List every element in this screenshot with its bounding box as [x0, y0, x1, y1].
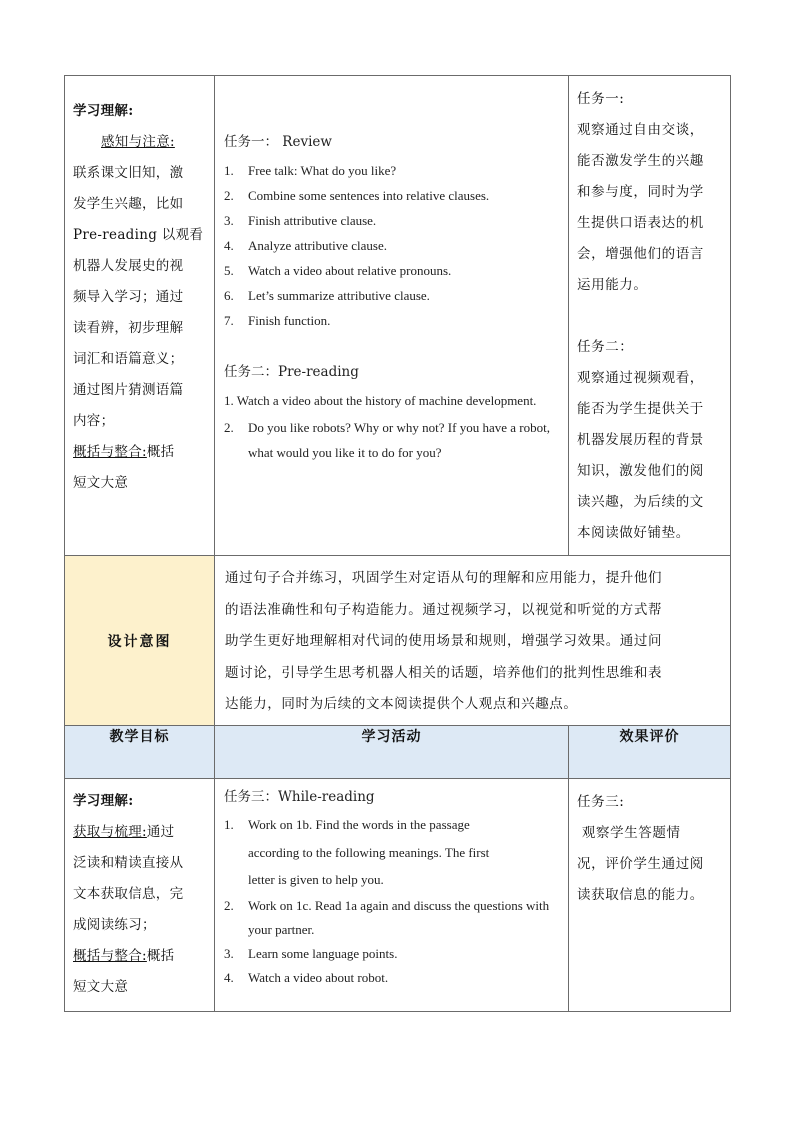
activity-cell — [215, 76, 569, 556]
list-item: 7. Finish function. — [224, 313, 331, 328]
list-item: 3. Finish attributive clause. — [224, 213, 377, 228]
perceive-label: 感知与注意: — [101, 134, 175, 150]
summarize-tail: 概括 — [146, 948, 175, 964]
eval-line: 本阅读做好铺垫。 — [577, 525, 690, 541]
summarize-label: 概括与整合: — [73, 948, 147, 964]
obtain-line: 泛读和精读直接从 — [73, 855, 184, 871]
perceive-line: 内容； — [73, 413, 115, 429]
task3-title: 任务三：While-reading — [224, 789, 375, 805]
evaluation-cell — [569, 76, 731, 556]
summarize-line: 短文大意 — [73, 979, 129, 995]
evaluation-cell — [569, 779, 731, 1012]
design-intent-row — [65, 556, 731, 726]
list-item: 6. Let’s summarize attributive clause. — [224, 288, 430, 303]
perceive-line: 频导入学习；通过 — [73, 289, 184, 305]
list-item: 5. Watch a video about relative pronouns. — [224, 263, 452, 278]
eval-line: 能否为学生提供关于 — [577, 401, 704, 417]
eval-line: 观察通过视频观看， — [577, 370, 704, 386]
list-item: 1. Work on 1b. Find the words in the passage according to the following meanings. The first letter is given to help you. — [224, 817, 490, 887]
summarize-label: 概括与整合: — [73, 444, 147, 460]
task2-title: 任务二：Pre-reading — [224, 364, 359, 380]
objective-heading: 学习理解: — [73, 793, 134, 809]
lesson-plan-table — [64, 75, 731, 1012]
perceive-line: 读看辨，初步理解 — [73, 320, 184, 336]
task1-eval-label: 任务一: — [577, 91, 625, 107]
design-line: 的语法准确性和句子构造能力。通过视频学习，以视觉和听觉的方式帮 — [225, 601, 663, 618]
header-activity: 学习活动 — [215, 726, 569, 779]
obtain-tail: 通过 — [146, 824, 175, 840]
list-item: 3. Learn some language points. — [224, 945, 398, 961]
obtain-line: 文本获取信息，完 — [73, 886, 184, 902]
obtain-label: 获取与梳理: — [73, 824, 147, 840]
design-line: 助学生更好地理解相对代词的使用场景和规则，增强学习效果。通过问 — [225, 633, 663, 649]
objective-cell — [65, 76, 215, 556]
design-intent-cell — [215, 556, 731, 726]
task1-title: 任务一： Review — [224, 134, 332, 150]
eval-line: 能否激发学生的兴趣 — [577, 153, 704, 169]
perceive-line: 机器人发展史的视 — [73, 258, 184, 274]
task2-item1: 1. Watch a video about the history of machine development. — [224, 393, 537, 408]
eval-line: 观察学生答题情 — [577, 825, 681, 841]
design-line: 达能力，同时为后续的文本阅读提供个人观点和兴趣点。 — [225, 696, 578, 712]
table-row — [65, 76, 731, 556]
header-objective: 教学目标 — [65, 726, 215, 779]
eval-line: 观察通过自由交谈， — [577, 122, 704, 138]
eval-line: 会，增强他们的语言 — [577, 246, 704, 262]
task1-list — [224, 158, 562, 333]
list-item: 2. Work on 1c. Read 1a again and discuss the questions with your partner. — [224, 897, 550, 937]
design-line: 通过句子合并练习，巩固学生对定语从句的理解和应用能力，提升他们 — [225, 570, 663, 586]
eval-line: 读兴趣，为后续的文 — [577, 494, 704, 510]
perceive-line: Pre-reading 以观看 — [73, 227, 204, 243]
eval-line: 读获取信息的能力。 — [577, 887, 704, 903]
summarize-line: 短文大意 — [73, 475, 129, 491]
eval-line: 生提供口语表达的机 — [577, 215, 704, 231]
eval-line: 知识，激发他们的阅 — [577, 463, 704, 479]
eval-line: 机器发展历程的背景 — [577, 432, 704, 448]
eval-line: 况，评价学生通过阅 — [577, 856, 704, 872]
objective-heading: 学习理解: — [73, 103, 134, 119]
list-item: 1. Free talk: What do you like? — [224, 163, 397, 178]
perceive-line: 词汇和语篇意义； — [73, 351, 184, 367]
eval-line: 和参与度，同时为学 — [577, 184, 704, 200]
list-item: 2. Combine some sentences into relative clauses. — [224, 188, 490, 203]
list-item: 4. Analyze attributive clause. — [224, 238, 387, 253]
header-evaluation: 效果评价 — [569, 726, 731, 779]
table-row — [65, 779, 731, 1012]
perceive-line: 通过图片猜测语篇 — [73, 382, 184, 398]
obtain-line: 成阅读练习； — [73, 917, 156, 933]
task3-eval-label: 任务三: — [577, 794, 625, 810]
task2-eval-label: 任务二： — [577, 339, 634, 355]
list-item: 4. Watch a video about robot. — [224, 969, 389, 985]
design-line: 题讨论，引导学生思考机器人相关的话题，培养他们的批判性思维和表 — [225, 664, 663, 681]
perceive-line: 联系课文旧知，激 — [73, 165, 184, 181]
list-item: 2. Do you like robots? Why or why not? If you have a robot, what would you like it to do for you? — [224, 420, 550, 460]
task2-list — [224, 415, 562, 465]
design-intent-label: 设计意图 — [65, 556, 215, 726]
summarize-tail: 概括 — [146, 444, 175, 460]
column-header-row — [65, 726, 731, 779]
objective-cell — [65, 779, 215, 1012]
perceive-line: 发学生兴趣，比如 — [73, 196, 184, 212]
activity-cell — [215, 779, 569, 1012]
task3-list — [224, 811, 562, 990]
eval-line: 运用能力。 — [577, 277, 648, 293]
